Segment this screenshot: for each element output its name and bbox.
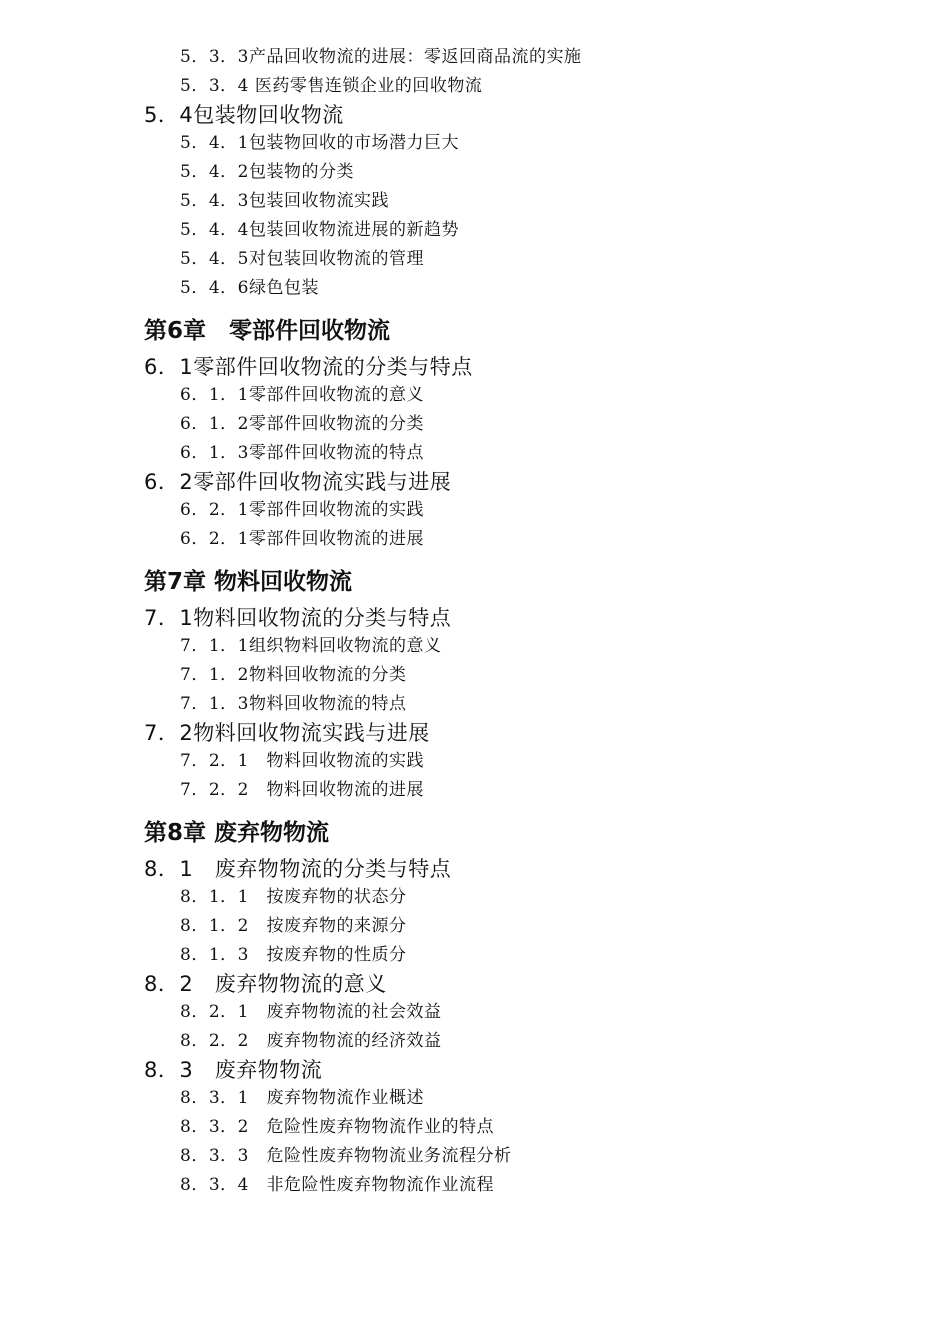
- table-of-contents: [0, 43, 950, 1200]
- chapter-heading: 第6章 零部件回收物流: [144, 318, 391, 344]
- subsection-item: 7．1．2物料回收物流的分类: [180, 665, 407, 685]
- subsection-item: 8．2．2 废弃物物流的经济效益: [180, 1031, 442, 1051]
- subsection-item: 8．1．2 按废弃物的来源分: [180, 916, 407, 936]
- subsection-item: 5．4．6绿色包装: [180, 278, 319, 298]
- subsection-item: 8．3．2 危险性废弃物物流作业的特点: [180, 1117, 494, 1137]
- subsection-item: 8．3．4 非危险性废弃物物流作业流程: [180, 1175, 494, 1195]
- subsection-item: 6．1．3零部件回收物流的特点: [180, 443, 424, 463]
- section-heading: 7．1物料回收物流的分类与特点: [144, 606, 452, 630]
- section-heading: 8．2 废弃物物流的意义: [144, 972, 387, 996]
- subsection-item: 5．4．4包装回收物流进展的新趋势: [180, 220, 459, 240]
- section-heading: 7．2物料回收物流实践与进展: [144, 721, 430, 745]
- subsection-item: 6．1．1零部件回收物流的意义: [180, 385, 424, 405]
- subsection-item: 5．4．1包装物回收的市场潜力巨大: [180, 133, 459, 153]
- subsection-item: 5．3．3产品回收物流的进展：零返回商品流的实施: [180, 47, 582, 67]
- subsection-item: 6．1．2零部件回收物流的分类: [180, 414, 424, 434]
- subsection-item: 7．1．1组织物料回收物流的意义: [180, 636, 442, 656]
- subsection-item: 8．1．3 按废弃物的性质分: [180, 945, 407, 965]
- subsection-item: 5．4．3包装回收物流实践: [180, 191, 389, 211]
- subsection-item: 8．3．3 危险性废弃物物流业务流程分析: [180, 1146, 512, 1166]
- chapter-heading: 第7章 物料回收物流: [144, 569, 353, 595]
- subsection-item: 8．2．1 废弃物物流的社会效益: [180, 1002, 442, 1022]
- subsection-item: 5．3．4 医药零售连锁企业的回收物流: [180, 76, 483, 96]
- chapter-heading: 第8章 废弃物物流: [144, 820, 330, 846]
- subsection-item: 5．4．2包装物的分类: [180, 162, 354, 182]
- section-heading: 6．2零部件回收物流实践与进展: [144, 470, 452, 494]
- section-heading: 6．1零部件回收物流的分类与特点: [144, 355, 473, 379]
- subsection-item: 6．2．1零部件回收物流的进展: [180, 529, 424, 549]
- section-heading: 8．3 废弃物物流: [144, 1058, 323, 1082]
- subsection-item: 5．4．5对包装回收物流的管理: [180, 249, 424, 269]
- subsection-item: 7．1．3物料回收物流的特点: [180, 694, 407, 714]
- section-heading: 5．4包装物回收物流: [144, 103, 344, 127]
- subsection-item: 6．2．1零部件回收物流的实践: [180, 500, 424, 520]
- subsection-item: 7．2．2 物料回收物流的进展: [180, 780, 424, 800]
- subsection-item: 7．2．1 物料回收物流的实践: [180, 751, 424, 771]
- subsection-item: 8．1．1 按废弃物的状态分: [180, 887, 407, 907]
- section-heading: 8．1 废弃物物流的分类与特点: [144, 857, 452, 881]
- subsection-item: 8．3．1 废弃物物流作业概述: [180, 1088, 424, 1108]
